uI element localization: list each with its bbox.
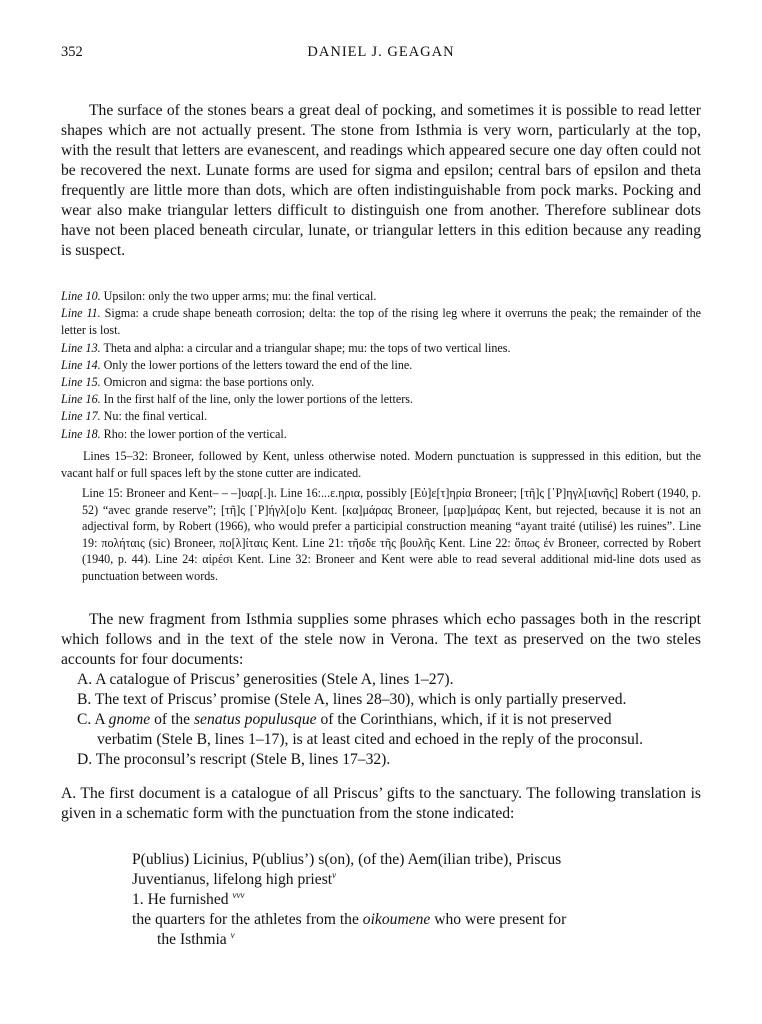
note-line-11: Line 11. Sigma: a crude shape beneath corrosion; delta: the top of the rising leg where it overruns the peak; the remainder of the letter is lost.: [61, 306, 701, 338]
document-c: C. A gnome of the senatus populusque of the Corinthians, which, if it is not preserved: [77, 711, 612, 728]
paragraph-new-fragment: The new fragment from Isthmia supplies some phrases which echo passages both in the rescript which follows and in the text of the stele now in Verona. The text as preserved on the two steles accounts for four documents:: [61, 611, 701, 668]
document-c-continued: verbatim (Stele B, lines 1–17), is at least cited and echoed in the reply of the proconsul.: [97, 731, 644, 748]
note-line-17: Line 17. Nu: the final vertical.: [61, 409, 208, 424]
paragraph-first-document: A. The first document is a catalogue of all Priscus’ gifts to the sanctuary. The following translation is given in a schematic form with the punctuation from the stone indicated:: [61, 785, 701, 822]
document-b: B. The text of Priscus’ promise (Stele A, lines 28–30), which is only partially preserved.: [77, 691, 627, 708]
note-line-18: Line 18. Rho: the lower portion of the vertical.: [61, 426, 287, 441]
translation-line: the quarters for the athletes from the oikoumene who were present for: [132, 911, 567, 928]
document-d: D. The proconsul’s rescript (Stele B, lines 17–32).: [77, 751, 391, 768]
note-line-16: Line 16. In the first half of the line, only the lower portions of the letters.: [61, 392, 413, 407]
note-line-15: Line 15. Omicron and sigma: the base portions only.: [61, 375, 315, 390]
note-line-14: Line 14. Only the lower portions of the letters toward the end of the line.: [61, 357, 413, 372]
translation-line: Juventianus, lifelong high priest$^v$: [132, 869, 337, 888]
line-notes: [61, 288, 701, 443]
page-header: [61, 44, 701, 66]
note-line-13: Line 13. Theta and alpha: a circular and a triangular shape; mu: the tops of two vertical lines.: [61, 340, 511, 355]
critical-apparatus: Line 15: Broneer and Kent– – –]υαρ[.]ι. Line 16:...ε.ηρια, possibly [Εὐ]ε[τ]ηρία Broneer; [τῆ]ς [῾Ρ]ηγλ[ιανῆς] Robert (1940, p. 52) “avec grande reserve”; [τῆ]ς [῾Ρ]ήγλ[ο]υ Kent. [κα]μάρας Broneer, [μαρ]μάρας Kent, but rejected, because it is not an adjectival form, by Robert (1966), who would prefer a participial construction meaning “ayant traité (utilisé) les ruines”. Line 19: πολήταις (sic) Broneer, πο[λ]ίταις Kent. Line 21: τῆσδε τῆς βουλῆς Kent. Line 22: ὅπως ἐν Broneer, corrected by Robert (1940, p. 44). Line 24: αἱρέσι Kent. Line 32: Broneer and Kent were able to read several additional mid-line dots used as punctuation between words.: [82, 486, 701, 583]
translation-block: [132, 850, 692, 950]
translation-line: 1. He furnished $^{vvv}$: [132, 889, 245, 908]
running-head: DANIEL J. GEAGAN: [307, 44, 455, 60]
paragraph-stone-surface: The surface of the stones bears a great deal of pocking, and sometimes it is possible to read letter shapes which are not actually present. The stone from Isthmia is very worn, particularly at the top, with the result that letters are evanescent, and readings which appeared secure one day often could not be recovered the next. Lunate forms are used for sigma and epsilon; central bars of epsilon and theta frequently are little more than dots, which are often indistinguishable from pock marks. Pocking and wear also make triangular letters difficult to distinguish one from another. Therefore sublinear dots have not been placed beneath circular, lunate, or triangular letters in this edition because any reading is suspect.: [61, 102, 701, 259]
page-number: 352: [61, 44, 83, 60]
critical-intro: Lines 15–32: Broneer, followed by Kent, unless otherwise noted. Modern punctuation is suppressed in this edition, but the vacant half or full spaces left by the stone cutter are indicated.: [61, 449, 701, 480]
document-a: A. A catalogue of Priscus’ generosities (Stele A, lines 1–27).: [77, 671, 454, 688]
note-line-10: Line 10. Upsilon: only the two upper arms; mu: the final vertical.: [61, 289, 377, 303]
translation-line: P(ublius) Licinius, P(ublius’) s(on), (of the) Aem(ilian tribe), Priscus: [132, 851, 562, 868]
documents-list: [61, 670, 701, 770]
translation-line: the Isthmia $^v$: [157, 929, 235, 948]
